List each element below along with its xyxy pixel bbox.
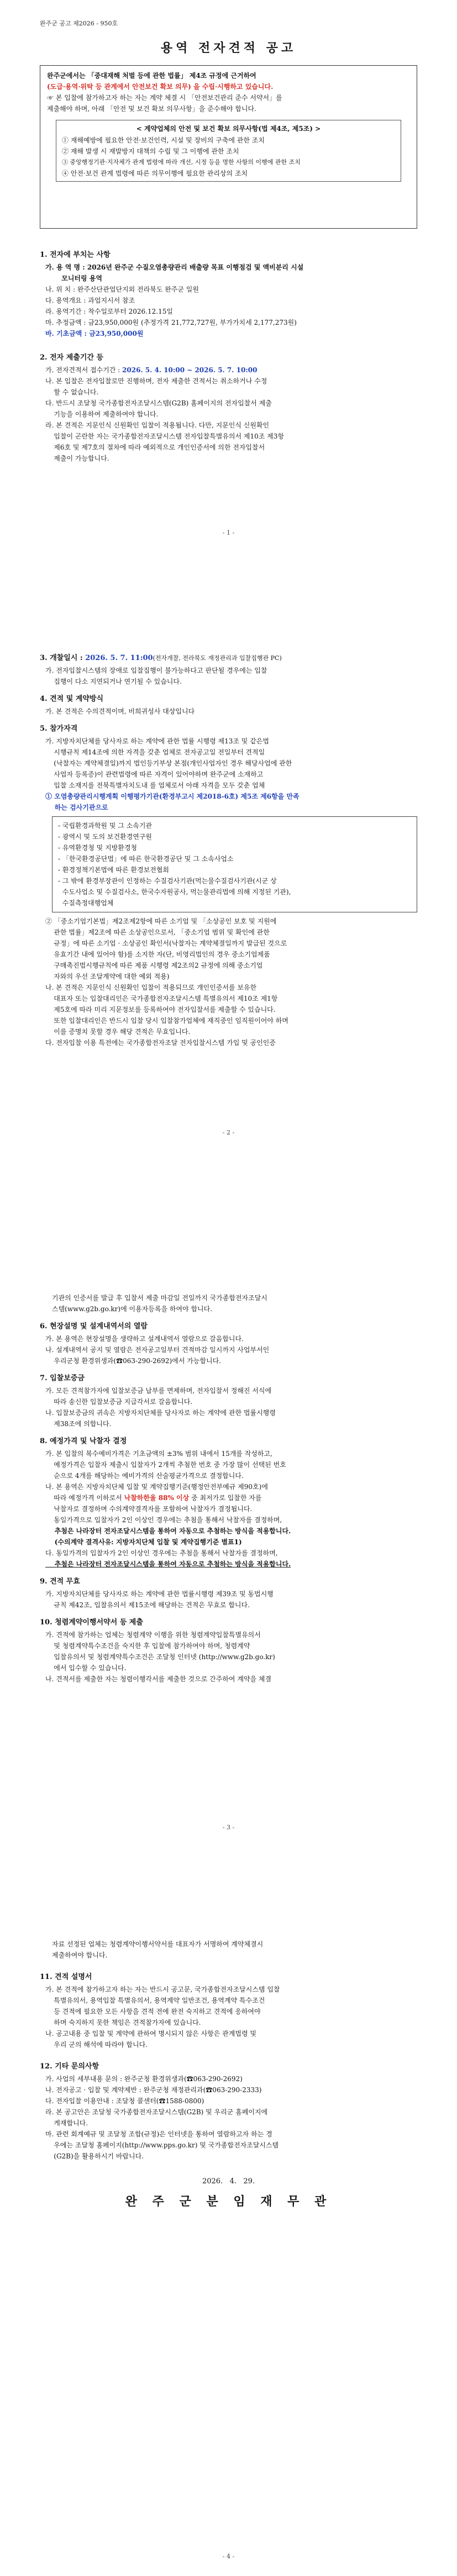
opening-note: (전자개찰, 전라북도 재정관리과 입찰집행관 PC) <box>153 654 282 662</box>
contact-item: 나. 전자공고 · 입찰 및 계약제반 : 완주군청 재정관리과(☎063-290-2333) <box>45 2086 262 2094</box>
notice-box <box>40 65 417 229</box>
section-item: 할 수 없습니다. <box>45 388 99 396</box>
section-item: 입찰유의서 및 청렴계약특수조건은 조달청 인터넷 (http://www.g2b.go.kr) <box>45 1653 275 1661</box>
section-item: 가. 전자입찰시스템의 장애로 입찰집행이 불가능하다고 판단될 경우에는 입찰 <box>45 667 267 674</box>
contact-item: 다. 전자입찰 이용안내 : 조달청 콜센터(☎1588-0800) <box>45 2097 204 2105</box>
notice-line: (도급·용역·위탁 등 관계에서 안전보건 확보 의무) 을 수립·시행하고 있습니다. <box>47 83 274 91</box>
section-item-mixed <box>40 1492 417 1503</box>
section-item: 나. 본 입찰은 전자입찰로만 진행하며, 전자 제출한 견적서는 취소하거나 수정 <box>45 377 267 385</box>
section-item: 나. 본 용역은 지방자치단체 입찰 및 계약집행기준(행정안전부예규 제90호)에 <box>45 1483 268 1491</box>
notice-line: 완주군에서는 「중대재해 처벌 등에 관한 법률」 제4조 규정에 근거하여 <box>47 72 256 80</box>
notice-line: ☞ 본 입찰에 참가하고자 하는 자는 계약 체결 시 「안전보건관리 준수 서약서」를 <box>47 94 282 102</box>
section-heading: 6. 현장설명 및 설계내역서의 열람 <box>40 1322 148 1331</box>
doc-number: 완주군 공고 제2026 - 950호 <box>40 20 118 27</box>
section-item: 가. 지방자치단체를 당사자로 하는 계약에 관한 법률시행령 제39조 및 동법시행 <box>45 1590 274 1598</box>
section-item: 구매촉진법시행규칙에 따른 제품 시행령 제2조의2 규정에 의해 중소기업 <box>45 962 263 969</box>
list-item: - 환경정책기본법에 따른 환경보전협회 <box>58 866 169 874</box>
section-item: 모니터링 용역 <box>45 275 102 282</box>
section-item: 순으로 4개를 해당하는 예비가격의 산술평균가격으로 결정합니다. <box>45 1472 244 1480</box>
section-item: (수의계약 결격사유: 지방자치단체 입찰 및 계약집행기준 별표1) <box>45 1538 242 1546</box>
section-item: 나. 입찰보증금의 귀속은 지방자치단체를 당사자로 하는 계약에 관한 법률시행령 <box>45 1409 276 1417</box>
page-4-body <box>40 1939 417 2209</box>
section-item: 가. 본 용역은 현장설명을 생략하고 설계내역서 열람으로 갈음합니다. <box>45 1335 244 1343</box>
contact-item: 가. 사업의 세부내용 문의 : 완주군청 환경위생과(☎063-290-2692) <box>45 2075 243 2083</box>
section-item: 낙찰자로 결정하며 수의계약결격자를 포함하여 낙찰자가 결정됩니다. <box>45 1505 253 1513</box>
duty-box <box>56 120 401 182</box>
section-item: 제5호에 따라 미리 지문정보를 등록하여야 전자입찰서를 제출할 수 있습니다. <box>45 1006 276 1013</box>
section-item: 또한 입찰대리인은 반드시 입찰 당시 입찰참가업체에 재직중인 임직원이어야 하며 <box>45 1017 288 1025</box>
section-item: ② 「중소기업기본법」제2조제2항에 따른 소기업 및 「소상공인 보호 및 지원에 <box>45 917 277 925</box>
continued-line: 자료 선정된 업체는 청렴계약이행서약서를 대표자가 서명하여 계약체결시 <box>52 1940 264 1948</box>
section-item: 에서 입수할 수 있습니다. <box>45 1664 127 1672</box>
section-item: 이를 증명치 못할 경우 해당 견적은 무효입니다. <box>45 1028 191 1036</box>
section-item: 마. 추정금액 : 금23,950,000원 (추정가격 21,772,727원, 부가가치세 2,177,273원) <box>45 319 297 326</box>
page-2 <box>0 646 457 1143</box>
opening-date <box>40 652 417 665</box>
page-3 <box>0 1292 457 1845</box>
section-item: 나. 견적서를 제출한 자는 청렴이행각서를 제출한 것으로 간주하여 계약을 체결 <box>45 1675 272 1683</box>
list-item: 수도사업소 및 수질검사소, 한국수자원공사, 먹는물관리법에 의해 지정된 기관), <box>58 888 291 896</box>
section-item: 가. 본 견적은 수의견적이며, 비희귀성사 대상입니다 <box>45 708 195 715</box>
section-item: (낙찰자는 계약체결일)까지 법인등기부상 본점(개인사업자인 경우 해당사업에 관한 <box>45 759 292 767</box>
section-item: 시행규칙 제14조에 의한 자격을 갖춘 업체로 전자공고일 전일부터 견적일 <box>45 748 265 756</box>
section-item: 가. 본 입찰의 복수예비가격은 기초금액의 ±3% 범위 내에서 15개를 작성하고, <box>45 1450 272 1458</box>
section-item: 라. 본 견적은 지문인식 신원확인 입찰이 적용됩니다. 다만, 지문인식 신원확인 <box>45 421 270 429</box>
section-heading: 11. 견적 설명서 <box>40 1973 92 1981</box>
list-item: - 그 밖에 환경부장관이 인정하는 수질검사기관(먹는물수질검사기관(시군 상 <box>58 877 277 885</box>
text-span: 따라 예정가격 이하로서 <box>45 1494 124 1502</box>
section-item: 추첨은 나라장터 전자조달시스템을 통하여 자동으로 추첨하는 방식을 적용합니다. <box>45 1560 291 1568</box>
section-item: 규칙 제42조, 입찰유의서 제15조에 해당하는 견적은 무효로 합니다. <box>45 1601 250 1609</box>
issuing-authority: 완 주 군 분 임 재 무 관 <box>125 2194 332 2209</box>
section-heading: 7. 입찰보증금 <box>40 1374 85 1382</box>
section-item: 동일가격으로 입찰자가 2인 이상인 경우에는 추첨을 통해서 낙찰자를 결정하며, <box>45 1516 282 1524</box>
qualification-list-box <box>52 816 417 912</box>
section-item: 가. 용 역 명 : 2026년 완주군 수질오염총량관리 배출량 목표 이행점검 및 액비분리 시설 <box>45 263 304 271</box>
list-item: - 광역시 및 도의 보건환경연구원 <box>58 833 153 841</box>
section-item: 제6호 및 제7호의 절차에 따라 예외적으로 개인인증서에 의한 전자입찰서 <box>45 444 265 451</box>
section-heading: 9. 견적 무효 <box>40 1577 80 1586</box>
section-item: 라. 용역기간 : 착수일로부터 2026.12.15일 <box>45 308 173 315</box>
section-item: 대표자 또는 입찰대리인은 국가종합전자조달시스템 특별유의서 제10조 제1항 <box>45 995 278 1002</box>
section-heading: 12. 기타 문의사항 <box>40 2062 99 2071</box>
section-item: 나. 공고내용 중 입찰 및 계약에 관하여 명시되지 않은 사항은 관계법령 및 <box>45 2030 256 2037</box>
section-item: 나. 본 견적은 지문인식 신원확인 입찰이 적용되므로 개인인증서를 보유한 <box>45 984 257 991</box>
section-item: 다. 반드시 조달청 국가종합전자조달시스템(G2B) 홈페이지의 전자입찰서 제출 <box>45 399 272 407</box>
section-heading: 10. 청렴계약이행서약서 등 제출 <box>40 1618 143 1627</box>
section-item: 가. 본 견적에 참가하고자 하는 자는 반드시 공고문, 국가종합전자조달시스템 입찰 <box>45 1986 280 1993</box>
list-item: - 국립환경과학원 및 그 소속기관 <box>58 822 153 830</box>
section-item: 유효기간 내에 있어야 함)를 소지한 자(단, 비영리법인의 경우 중소기업제품 <box>45 951 270 958</box>
base-price: 바. 기초금액 : 금23,950,000원 <box>45 330 144 337</box>
contact-item: 게재합니다. <box>45 2119 88 2127</box>
section-item: 규정」에 따른 소기업 · 소상공인 확인서(낙찰자는 계약체결일까지 발급된 것으로 <box>45 939 287 947</box>
section-item: 가. 견적에 참가하는 업체는 청렴계약 이행을 위한 청렴계약입찰특별유의서 <box>45 1631 261 1639</box>
section-item: 및 청렴계약특수조건을 숙지한 후 입찰에 참가하여야 하며, 청렴계약 <box>45 1642 250 1650</box>
section-heading: 4. 견적 및 계약방식 <box>40 695 104 703</box>
section-heading: 1. 전자에 부치는 사항 <box>40 251 111 259</box>
section-item: 가. 지방자치단체를 당사자로 하는 계약에 관한 법률 시행령 제13조 및 같은법 <box>45 737 269 745</box>
page-title: 용역 전자견적 공고 <box>160 41 297 55</box>
section-item: 추첨은 나라장터 전자조달시스템을 통하여 자동으로 추첨하는 방식을 적용합니다. <box>45 1527 291 1535</box>
notice-line: 제출해야 하며, 아래 「안전 및 보건 확보 의무사항」을 준수해야 합니다. <box>47 105 256 113</box>
section-item: 따라 송신한 입찰보증금 지급각서로 갈음합니다. <box>45 1398 193 1406</box>
section-item: 제출이 가능합니다. <box>45 455 109 462</box>
section-3 <box>40 646 417 1048</box>
section-item: 입찰 소재지를 전북특별자치도내 를 업체로서 아래 자격을 모두 갖춘 업체 <box>45 782 265 789</box>
submission-period <box>40 365 417 376</box>
duty-item: ③ 중앙행정기관·지자체가 관계 법령에 따라 개선, 시정 등을 명한 사항의 이행에 관한 조치 <box>62 159 301 166</box>
period-label: 가. 전자견적서 접수기간 : <box>45 366 123 374</box>
section-item: 집행이 다소 지연되거나 연기될 수 있습니다. <box>45 678 182 685</box>
period-value: 2026. 5. 4. 10:00 ~ 2026. 5. 7. 10:00 <box>122 366 258 374</box>
section-item: 관한 법률」제2조에 따른 소상공인으로서, 「중소기업 범위 및 확인에 관한 <box>45 928 270 936</box>
section-1 <box>40 243 417 464</box>
opening-label: 3. 개찰일시 : <box>40 654 86 662</box>
section-item: 입찰이 곤란한 자는 국가종합전자조달시스템 전자입찰특별유의서 제10조 제3항 <box>45 432 284 440</box>
contact-item: 우에는 조달청 홈페이지(http://www.pps.go.kr) 및 국가종합전자조달시스템 <box>45 2141 279 2149</box>
duty-item: ④ 안전·보건 관계 법령에 따른 의무이행에 필요한 관리상의 조치 <box>62 170 248 177</box>
section-item: 하며 숙지하지 못한 책임은 견적참가자에 있습니다. <box>45 2019 201 2026</box>
section-item: 우리 군의 해석에 따라야 합니다. <box>45 2041 148 2049</box>
continued-line: 제출하여야 합니다. <box>52 1951 108 1959</box>
section-item: ① 오염총량관리시행계획 이행평가기관(환경부고시 제2018-6호) 제5조 제6항을 만족 <box>45 793 300 800</box>
section-item: 다. 용역개요 : 과업지시서 참조 <box>45 297 135 304</box>
announcement-date: 2026. 4. 29. <box>202 2177 255 2186</box>
section-heading: 8. 예정가격 및 낙찰자 결정 <box>40 1437 127 1445</box>
section-item: 특별유의서, 용역입찰 특별유의서, 용역계약 일반조건, 용역계약 특수조건 <box>45 1997 265 2004</box>
duty-item: ① 재해예방에 필요한 안전·보건인력, 시설 및 장비의 구축에 관한 조치 <box>62 136 265 144</box>
text-span: 중 최저가로 입찰한 자를 <box>189 1494 262 1502</box>
section-heading: 5. 참가자격 <box>40 725 78 733</box>
opening-value: 2026. 5. 7. 11:00 <box>85 654 153 662</box>
list-item: 수질측정대행업체 <box>58 899 114 907</box>
section-item: 제38조에 의합니다. <box>45 1420 112 1428</box>
lower-limit-rate: 낙찰하한율 88% 이상 <box>124 1494 190 1502</box>
page-number: - 4 - <box>222 2553 235 2560</box>
page-number: - 1 - <box>222 529 235 536</box>
page-3-body <box>40 1292 417 1685</box>
section-item: 가. 모든 견적참가자에 입찰보증금 납부를 면제하며, 전자입찰서 정해진 서식에 <box>45 1387 272 1395</box>
contact-item: 마. 관련 회계예규 및 조달청 조합(규정)은 인터넷을 통하여 열람하고자 하는 경 <box>45 2130 272 2138</box>
page-4 <box>0 1939 457 2576</box>
section-item: 기능을 이용하여 제출하여야 합니다. <box>45 410 159 418</box>
section-item: 예정가격은 입찰자 제출시 입찰자가 2개씩 추첨한 번호 중 가장 많이 선택된 번호 <box>45 1461 286 1469</box>
section-item: 다. 동일가격의 입찰자가 2인 이상인 경우에는 추첨을 통해서 낙찰자를 결정하며, <box>45 1549 278 1557</box>
list-item: - 「한국환경공단법」에 따른 한국환경공단 및 그 소속사업소 <box>58 855 234 863</box>
section-heading: 2. 전자 제출기간 등 <box>40 353 104 362</box>
contact-item: (G2B)을 활용하시기 바랍니다. <box>45 2152 144 2160</box>
section-item: 사업자 등록증)이 관련법령에 따른 자격이 있어야하며 완주군에 소재하고 <box>45 770 264 778</box>
section-item: 등 견적에 필요한 모든 사항을 견적 전에 완전 숙지하고 견적에 응하여야 <box>45 2008 261 2015</box>
continued-line: 기관의 인증서를 발급 후 입찰서 제출 마감일 전일까지 국가종합전자조달시 <box>52 1294 267 1302</box>
section-item: 하는 검사기관으로 <box>45 804 108 811</box>
continued-line: 스템(www.g2b.go.kr)에 이용자등록을 하여야 합니다. <box>52 1305 213 1313</box>
section-item: 우리군청 환경위생과(☎063-290-2692)에서 가능합니다. <box>45 1357 221 1365</box>
section-item: 나. 설계내역서 공지 및 열람은 전자공고일부터 견적마감 일시까지 사업부서인 <box>45 1346 270 1354</box>
section-item: 다. 전자입찰 이용 특전에는 국가종합전자조달 전자입찰시스템 가입 및 공인인증 <box>45 1039 276 1047</box>
page-number: - 2 - <box>222 1129 235 1136</box>
page-number: - 3 - <box>222 1824 235 1831</box>
page-1 <box>0 0 457 552</box>
list-item: - 유역환경청 및 지방환경청 <box>58 844 138 852</box>
duty-item: ② 재해 발생 시 재발방지 대책의 수립 및 그 이행에 관한 조치 <box>62 147 239 155</box>
contact-item: 라. 본 공고안은 조달청 국가종합전자조달시스템(G2B) 및 우리군 홈페이지에 <box>45 2108 268 2116</box>
section-item: 자와의 우선 조달계약에 대한 예외 적용) <box>45 973 170 980</box>
duty-title: < 계약업체의 안전 및 보건 확보 의무사항(법 제4조, 제5조) > <box>136 125 321 133</box>
section-item: 나. 위 치 : 완주산단관업단지외 전라북도 완주군 일원 <box>45 286 199 293</box>
